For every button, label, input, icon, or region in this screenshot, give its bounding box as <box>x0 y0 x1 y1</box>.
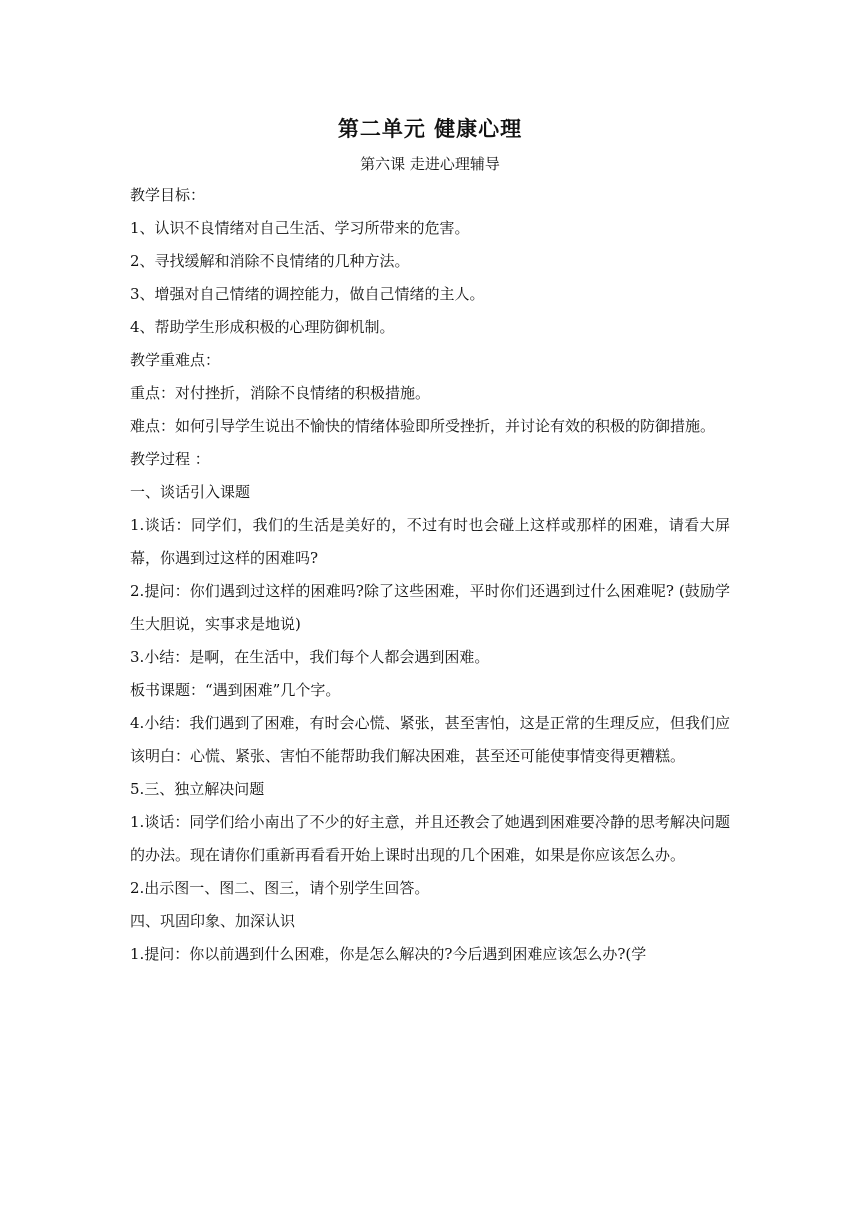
key-points-heading: 教学重难点： <box>130 351 221 369</box>
section-heading: 一、谈话引入课题 <box>130 483 251 501</box>
process-step: 1.谈话：同学们给小南出了不少的好主意，并且还教会了她遇到困难要冷静的思考解决问题的办法。现在请你们重新再看看开始上课时出现的几个困难，如果是你应该怎么办。 <box>130 813 730 864</box>
process-step: 2.出示图一、图二、图三，请个别学生回答。 <box>130 879 430 897</box>
lesson-subtitle: 第六课 走进心理辅导 <box>360 155 500 173</box>
objective-item: 2、寻找缓解和消除不良情绪的几种方法。 <box>130 252 410 270</box>
process-heading: 教学过程 ： <box>130 450 210 468</box>
document-body <box>130 114 730 971</box>
board-topic-line: 板书课题：“遇到困难”几个字。 <box>130 681 341 699</box>
process-step: 4.小结：我们遇到了困难，有时会心慌、紧张，甚至害怕，这是正常的生理反应，但我们应该明白：心慌、紧张、害怕不能帮助我们解决困难，甚至还可能使事情变得更糟糕。 <box>130 714 730 765</box>
process-step: 1.谈话：同学们，我们的生活是美好的，不过有时也会碰上这样或那样的困难，请看大屏幕，你遇到过这样的困难吗? <box>130 516 730 567</box>
objective-item: 1、认识不良情绪对自己生活、学习所带来的危害。 <box>130 219 470 237</box>
objective-item: 3、增强对自己情绪的调控能力，做自己情绪的主人。 <box>130 285 485 303</box>
process-step: 1.提问：你以前遇到什么困难，你是怎么解决的?今后遇到困难应该怎么办?(学 <box>130 945 647 963</box>
objective-item: 4、帮助学生形成积极的心理防御机制。 <box>130 318 395 336</box>
objectives-heading: 教学目标： <box>130 186 206 204</box>
section-heading: 四、巩固印象、加深认识 <box>130 912 296 930</box>
section-heading: 5.三、独立解决问题 <box>130 780 265 798</box>
difficult-point-text: 难点：如何引导学生说出不愉快的情绪体验即所受挫折，并讨论有效的积极的防御措施。 <box>130 417 716 435</box>
process-step: 3.小结：是啊，在生活中，我们每个人都会遇到困难。 <box>130 648 490 666</box>
unit-title: 第二单元 健康心理 <box>337 116 523 141</box>
process-step: 2.提问：你们遇到过这样的困难吗?除了这些困难，平时你们还遇到过什么困难呢? (鼓励学生大胆说，实事求是地说) <box>130 582 730 633</box>
key-point-text: 重点：对付挫折，消除不良情绪的积极措施。 <box>130 384 431 402</box>
